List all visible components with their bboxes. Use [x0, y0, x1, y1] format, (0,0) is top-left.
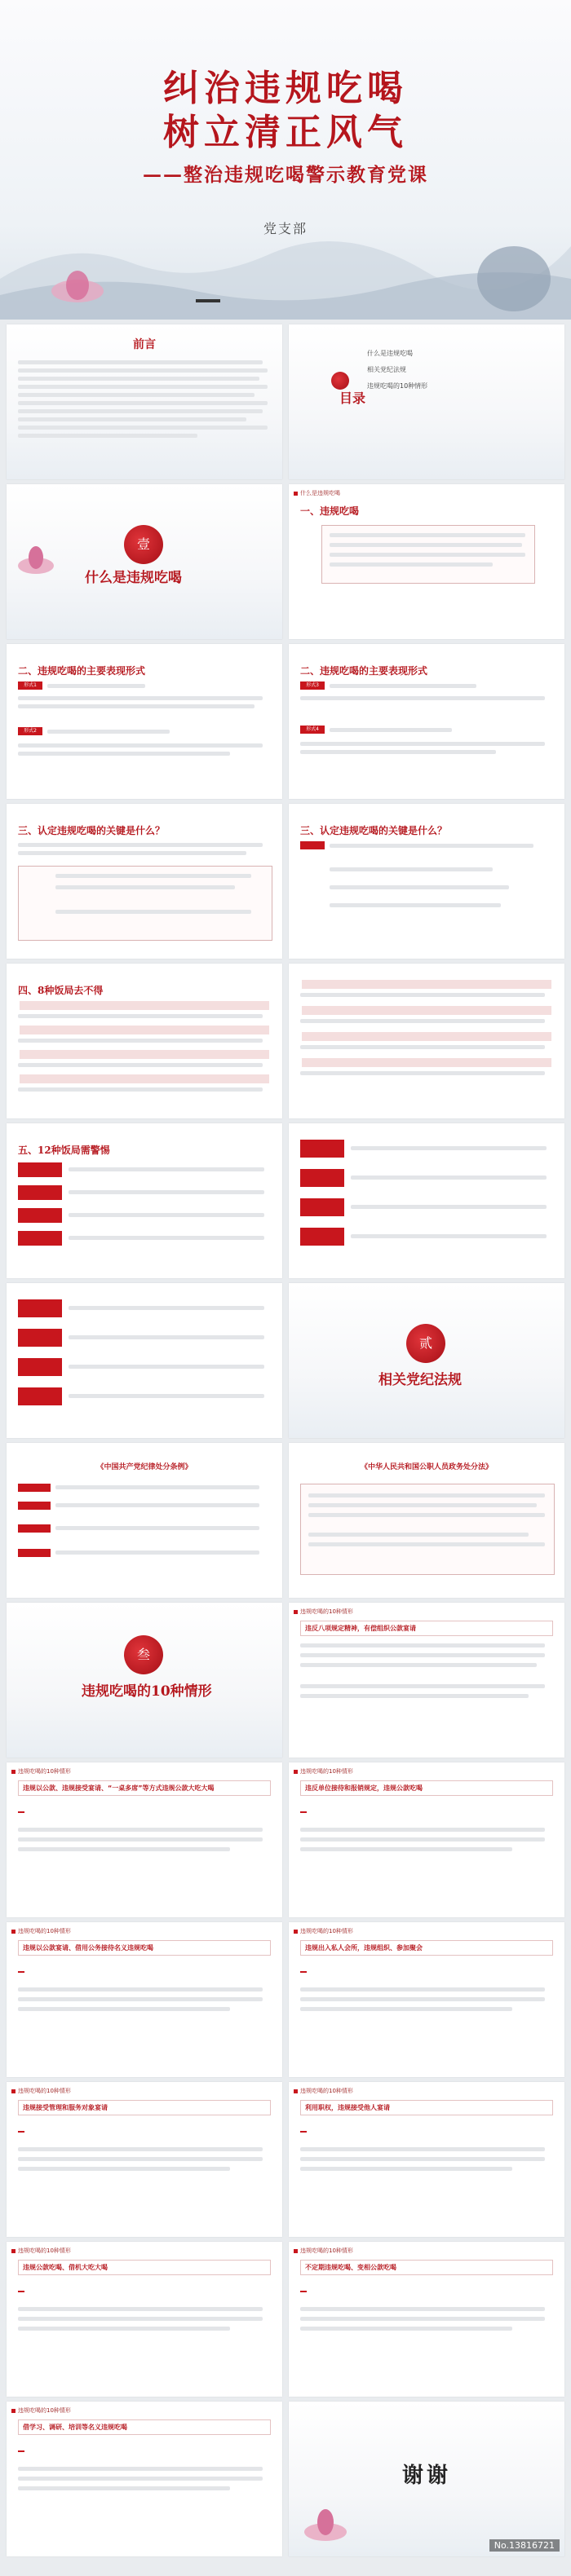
key-slide-1: [7, 804, 282, 959]
case-tag: [18, 2291, 24, 2292]
case-tag: [300, 2131, 307, 2133]
slide-title: 二、违规吃喝的主要表现形式: [18, 665, 146, 677]
slide-title: 一、违规吃喝: [300, 505, 360, 517]
warning-tag: [18, 1299, 62, 1317]
case-slide-1: [289, 1603, 564, 1758]
item-bar: [20, 1026, 269, 1034]
warning-tag: [18, 1387, 62, 1405]
seal-icon: 壹: [124, 525, 163, 564]
toc-slide: [289, 324, 564, 479]
section-title: 违规吃喝的10种情形: [82, 1683, 212, 1700]
slide-header: 违规吃喝的10种情形: [294, 1767, 353, 1775]
case-heading: 违反单位接待和报销规定，违规公款吃喝: [300, 1780, 553, 1796]
section-title: 什么是违规吃喝: [85, 570, 182, 586]
article-tag: [18, 1549, 51, 1557]
case-tag: [300, 1811, 307, 1813]
slide-header: 违规吃喝的10种情形: [11, 1767, 71, 1775]
item-bar: [302, 1032, 551, 1041]
item-bar: [302, 980, 551, 989]
title-line-1: 纠治违规吃喝: [163, 68, 408, 109]
toc-label: 目录: [339, 390, 366, 406]
warning-tag: [18, 1329, 62, 1347]
case-tag: [18, 2450, 24, 2452]
forms-slide-2: [289, 644, 564, 799]
case-slide-7: [289, 2082, 564, 2237]
case-tag: [300, 1971, 307, 1973]
thanks-slide: [289, 2402, 564, 2556]
slide-header: 违规吃喝的10种情形: [11, 2406, 71, 2415]
lotus-icon: [297, 2491, 354, 2548]
seal-icon: 叁: [124, 1635, 163, 1674]
article-tag: [18, 1484, 51, 1492]
case-heading: 违规公款吃喝、借机大吃大喝: [18, 2260, 271, 2275]
section-1-slide: [7, 484, 282, 639]
watermark-id: No.13816721: [489, 2539, 560, 2552]
case-heading: 违规以公款宴请、借用公务接待名义违规吃喝: [18, 1940, 271, 1956]
subtitle: ——整治违规吃喝警示教育党课: [143, 164, 428, 186]
case-heading: 违规出入私人会所，违规组织、参加聚会: [300, 1940, 553, 1956]
case-slide-5: [289, 1922, 564, 2077]
law-title: 《中国共产党纪律处分条例》: [96, 1463, 193, 1471]
section-3-slide: [7, 1603, 282, 1758]
twelve-banquets-slide: [7, 1123, 282, 1278]
toc-item-1: 什么是违规吃喝: [367, 350, 413, 357]
slide-title: 五、12种饭局需警惕: [18, 1145, 110, 1156]
item-bar: [20, 1074, 269, 1083]
item-bar: [20, 1001, 269, 1010]
slide-title: 四、8种饭局去不得: [18, 985, 104, 996]
slide-header: 违规吃喝的10种情形: [294, 2247, 353, 2255]
slide-header: 违规吃喝的10种情形: [11, 2247, 71, 2255]
slide-title: 三、认定违规吃喝的关键是什么？: [300, 825, 448, 836]
section-title: 相关党纪法规: [378, 1372, 462, 1388]
forms-slide-1: [7, 644, 282, 799]
warning-tag: [300, 1140, 344, 1158]
case-tag: [18, 1971, 24, 1973]
case-heading: 不定期违规吃喝、变相公款吃喝: [300, 2260, 553, 2275]
case-tag: [18, 2131, 24, 2133]
slide-header: 什么是违规吃喝: [294, 489, 340, 497]
case-heading: 违反八项规定精神，有偿组织公款宴请: [300, 1621, 553, 1636]
warning-tag: [18, 1358, 62, 1376]
form-tag: 形式3: [300, 681, 325, 690]
slide-title: 二、违规吃喝的主要表现形式: [300, 665, 428, 677]
thanks-text: 谢谢: [401, 2464, 451, 2488]
section-2-slide: [289, 1283, 564, 1438]
warning-tag: [18, 1185, 62, 1200]
preface-title: 前言: [133, 338, 156, 351]
item-bar: [302, 1058, 551, 1067]
warning-tag: [300, 1198, 344, 1216]
toc-item-3: 违规吃喝的10种情形: [367, 382, 428, 390]
article-tag: [18, 1524, 51, 1533]
case-slide-9: [289, 2242, 564, 2397]
organization-label: 党支部: [263, 221, 308, 236]
eight-banquets-slide-2: [289, 964, 564, 1118]
ink-landscape-decoration: [0, 181, 571, 320]
warning-tag: [18, 1162, 62, 1177]
seal-icon: [331, 372, 349, 390]
slide-header: 违规吃喝的10种情形: [11, 2087, 71, 2095]
item-bar: [302, 1006, 551, 1015]
case-slide-4: [7, 1922, 282, 2077]
warning-tag: [18, 1208, 62, 1223]
title-slide: [0, 0, 571, 320]
case-heading: 利用职权，违规接受他人宴请: [300, 2100, 553, 2115]
case-slide-2: [7, 1762, 282, 1917]
law-slide-2: [289, 1443, 564, 1598]
seal-icon: 贰: [406, 1324, 445, 1363]
form-tag: 形式4: [300, 726, 325, 734]
item-bar: [20, 1050, 269, 1059]
slide-header: 违规吃喝的10种情形: [294, 1927, 353, 1935]
definition-slide: [289, 484, 564, 639]
key-slide-2: [289, 804, 564, 959]
warning-tag: [18, 1231, 62, 1246]
case-heading: 违规以公款、违规接受宴请、“一桌多席”等方式违规公款大吃大喝: [18, 1780, 271, 1796]
twelve-banquets-slide-2: [289, 1123, 564, 1278]
case-slide-3: [289, 1762, 564, 1917]
law-slide-1: [7, 1443, 282, 1598]
warning-tag: [300, 1169, 344, 1187]
case-heading: 违规接受管理和服务对象宴请: [18, 2100, 271, 2115]
case-slide-6: [7, 2082, 282, 2237]
form-tag: 形式1: [18, 681, 42, 690]
toc-item-2: 相关党纪法规: [367, 366, 406, 373]
case-tag: [300, 2291, 307, 2292]
form-tag: 形式2: [18, 727, 42, 735]
title-line-2: 树立清正风气: [163, 112, 408, 153]
article-tag: [18, 1502, 51, 1510]
key-tag: [300, 841, 325, 849]
eight-banquets-slide: [7, 964, 282, 1118]
slide-header: 违规吃喝的10种情形: [11, 1927, 71, 1935]
twelve-banquets-slide-3: [7, 1283, 282, 1438]
slide-title: 三、认定违规吃喝的关键是什么？: [18, 825, 166, 836]
law-title: 《中华人民共和国公职人员政务处分法》: [360, 1463, 493, 1471]
preface-slide: [7, 324, 282, 479]
case-slide-10: [7, 2402, 282, 2556]
warning-tag: [300, 1228, 344, 1246]
slide-header: 违规吃喝的10种情形: [294, 1608, 353, 1616]
case-tag: [18, 1811, 24, 1813]
slide-header: 违规吃喝的10种情形: [294, 2087, 353, 2095]
case-slide-8: [7, 2242, 282, 2397]
case-heading: 借学习、调研、培训等名义违规吃喝: [18, 2419, 271, 2435]
lotus-icon: [11, 533, 60, 582]
